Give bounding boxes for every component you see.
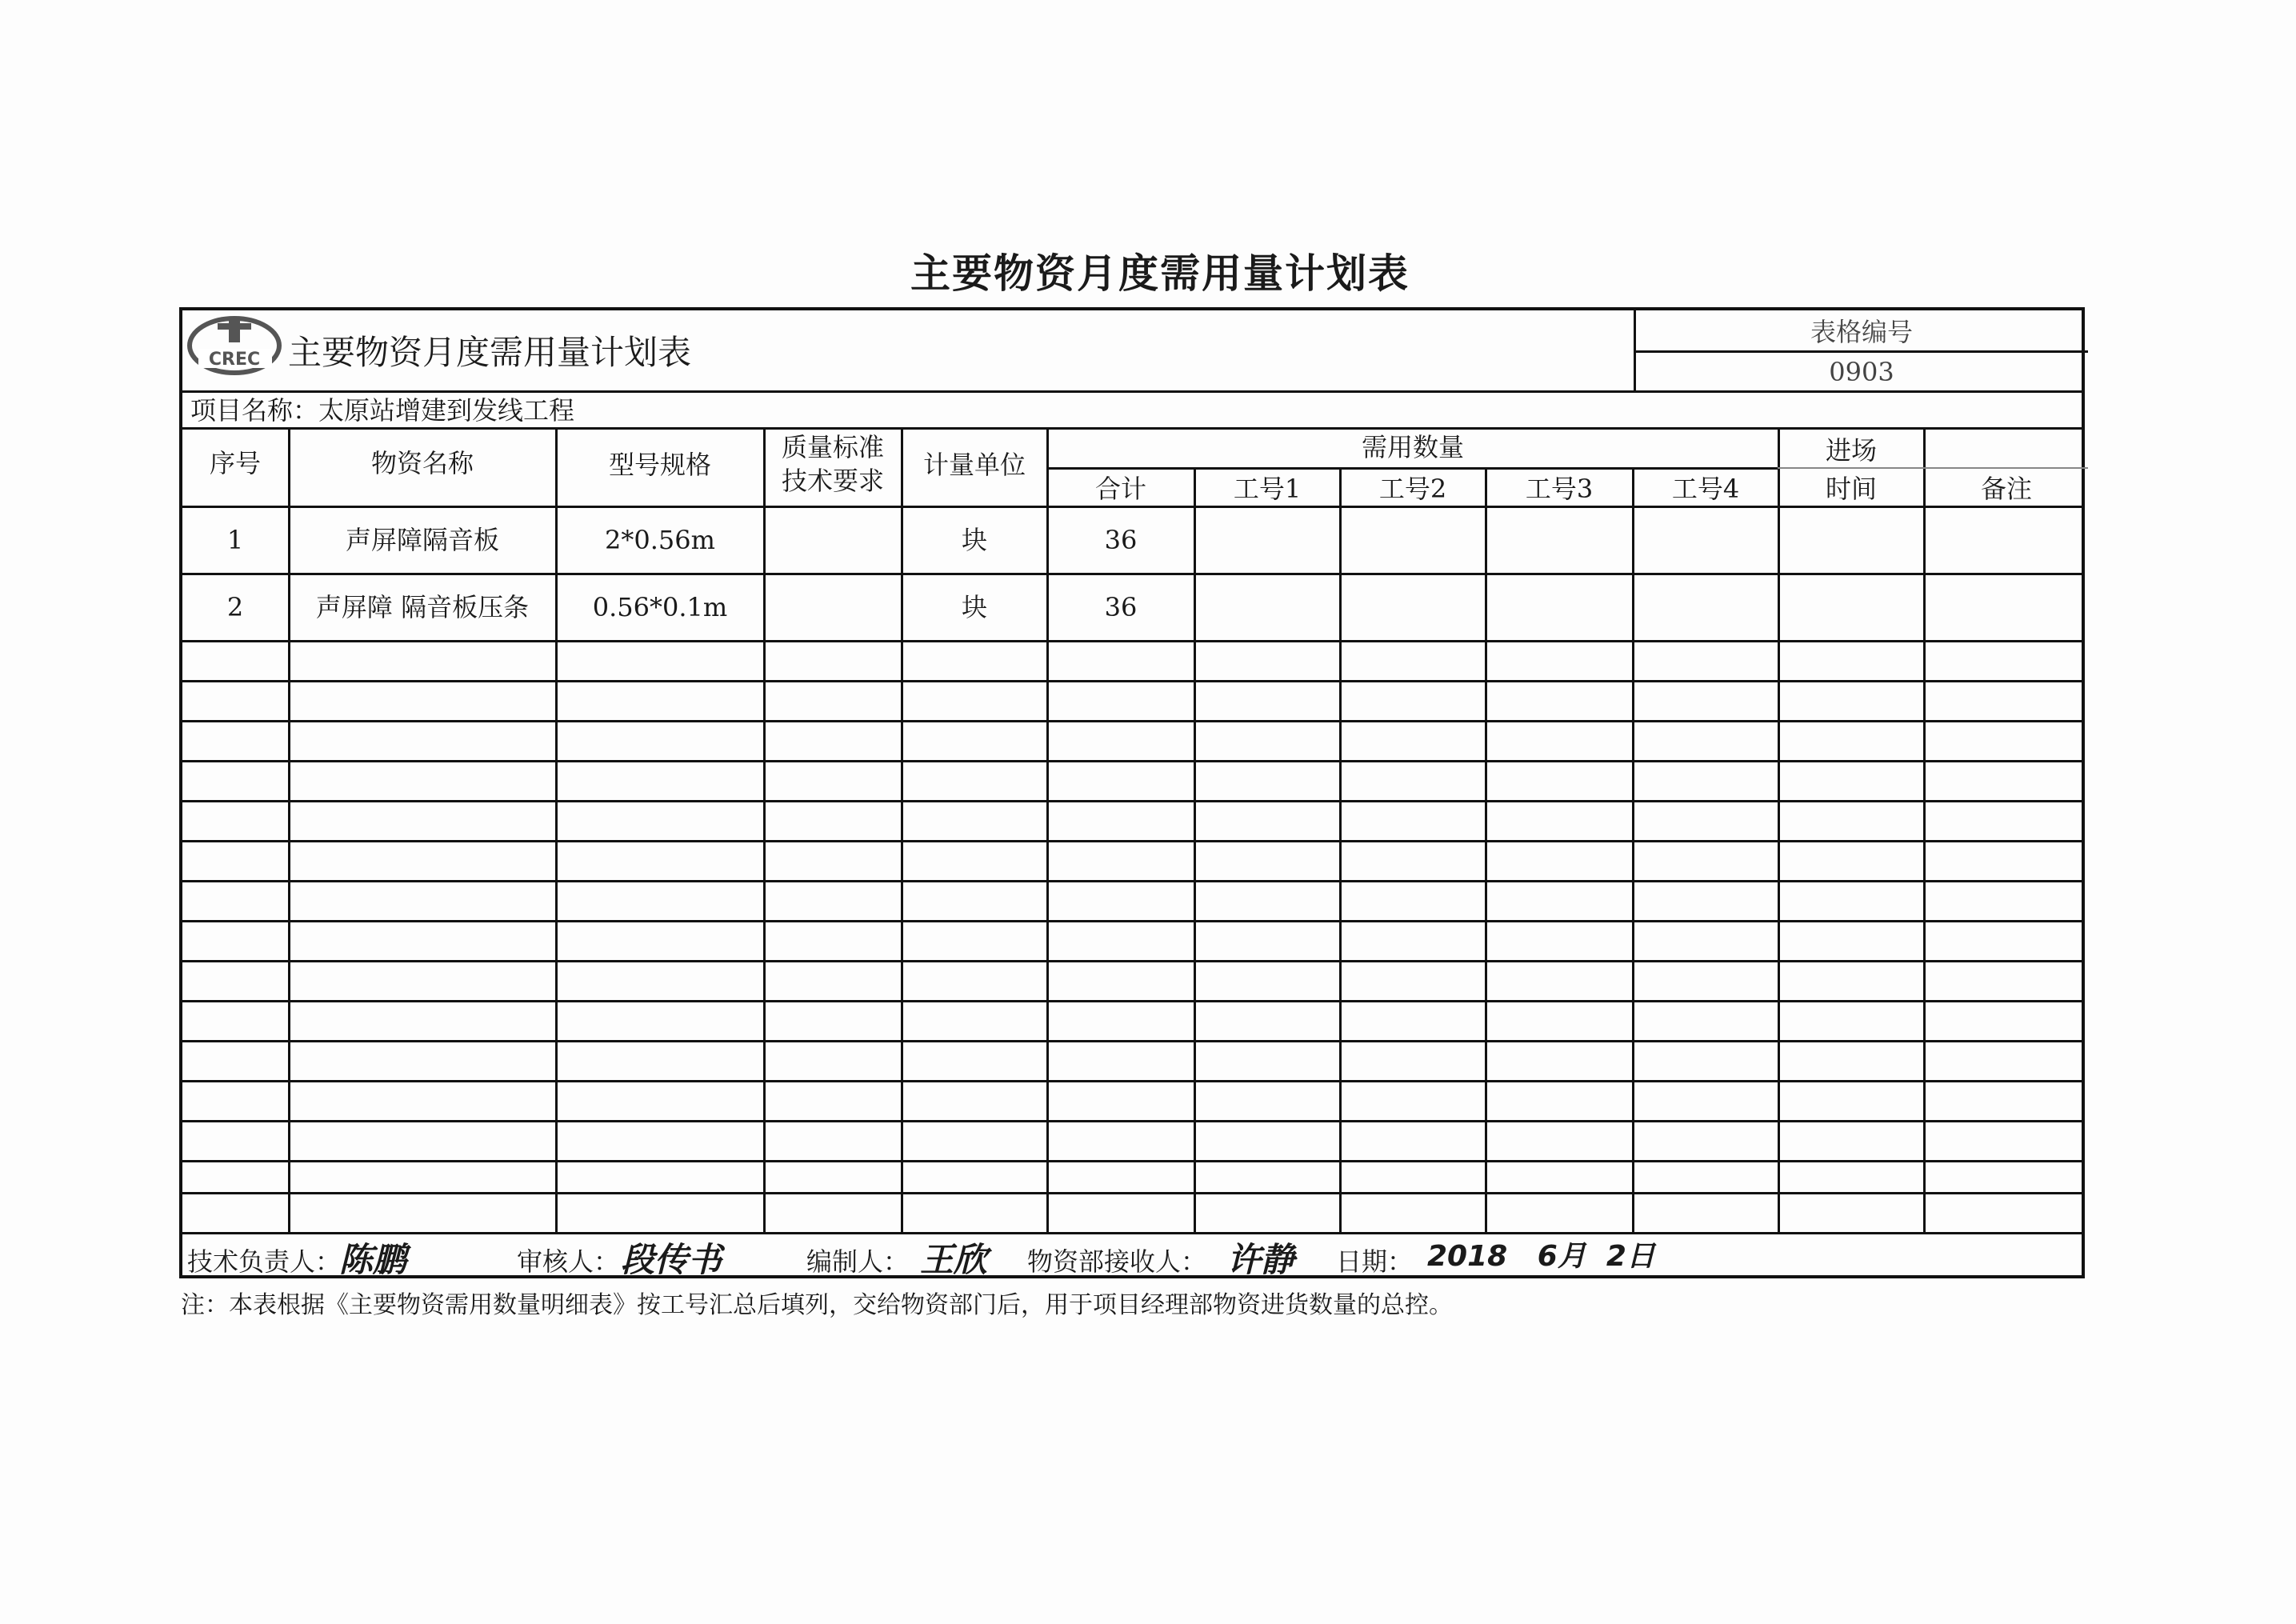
form-number-label: 表格编号 xyxy=(1810,317,1913,347)
receiver-signature: 许静 xyxy=(1227,1240,1295,1279)
review-signature: 段传书 xyxy=(621,1240,722,1279)
header-seq: 序号 xyxy=(209,448,261,478)
row1-seq: 1 xyxy=(226,525,244,555)
form-title: 主要物资月度需用量计划表 xyxy=(288,333,692,372)
header-unit: 计量单位 xyxy=(922,450,1026,480)
footnote: 注：本表根据《主要物资需用数量明细表》按工号汇总后填列，交给物资部门后，用于项目经理部物资进货数量的总控。 xyxy=(181,1291,1453,1319)
header-entry-1: 进场 xyxy=(1825,435,1877,466)
header-work2: 工号2 xyxy=(1378,474,1447,504)
tech-label: 技术负责人： xyxy=(187,1246,342,1277)
header-total: 合计 xyxy=(1094,474,1146,504)
row1-spec: 2*0.56m xyxy=(605,525,715,555)
header-work1: 工号1 xyxy=(1233,474,1302,504)
row1-total: 36 xyxy=(1104,525,1138,555)
header-work3: 工号3 xyxy=(1525,474,1594,504)
header-work4: 工号4 xyxy=(1671,474,1740,504)
crec-logo-icon xyxy=(187,315,282,376)
review-label: 审核人： xyxy=(517,1246,620,1277)
header-quality-2: 技术要求 xyxy=(781,466,884,496)
prepare-label: 编制人： xyxy=(806,1246,910,1277)
date-label: 日期： xyxy=(1336,1246,1414,1277)
row2-spec: 0.56*0.1m xyxy=(592,592,728,622)
row2-seq: 2 xyxy=(226,592,244,622)
header-remark: 备注 xyxy=(1980,474,2032,504)
signature-row xyxy=(182,1232,2082,1277)
plan-form xyxy=(179,307,2085,1278)
header-name: 物资名称 xyxy=(370,448,474,478)
svg-text:CREC: CREC xyxy=(208,350,261,370)
form-number: 0903 xyxy=(1829,357,1894,387)
row1-unit: 块 xyxy=(961,525,987,555)
row2-unit: 块 xyxy=(961,592,987,622)
row2-total: 36 xyxy=(1104,592,1138,622)
row1-name: 声屏障隔音板 xyxy=(345,525,499,555)
date-value: 2018 6月 2日 xyxy=(1427,1240,1655,1273)
header-entry-2: 时间 xyxy=(1825,474,1877,504)
header-quality-1: 质量标准 xyxy=(781,432,884,462)
row2-name: 声屏障 隔音板压条 xyxy=(315,592,530,622)
project-name: 项目名称：太原站增建到发线工程 xyxy=(190,395,575,426)
tech-signature: 陈鹏 xyxy=(339,1240,407,1279)
prepare-signature: 王欣 xyxy=(920,1240,988,1279)
receiver-label: 物资部接收人： xyxy=(1027,1246,1207,1277)
header-spec: 型号规格 xyxy=(608,450,711,480)
header-demand: 需用数量 xyxy=(1361,432,1464,462)
document-title: 主要物资月度需用量计划表 xyxy=(910,250,1410,297)
